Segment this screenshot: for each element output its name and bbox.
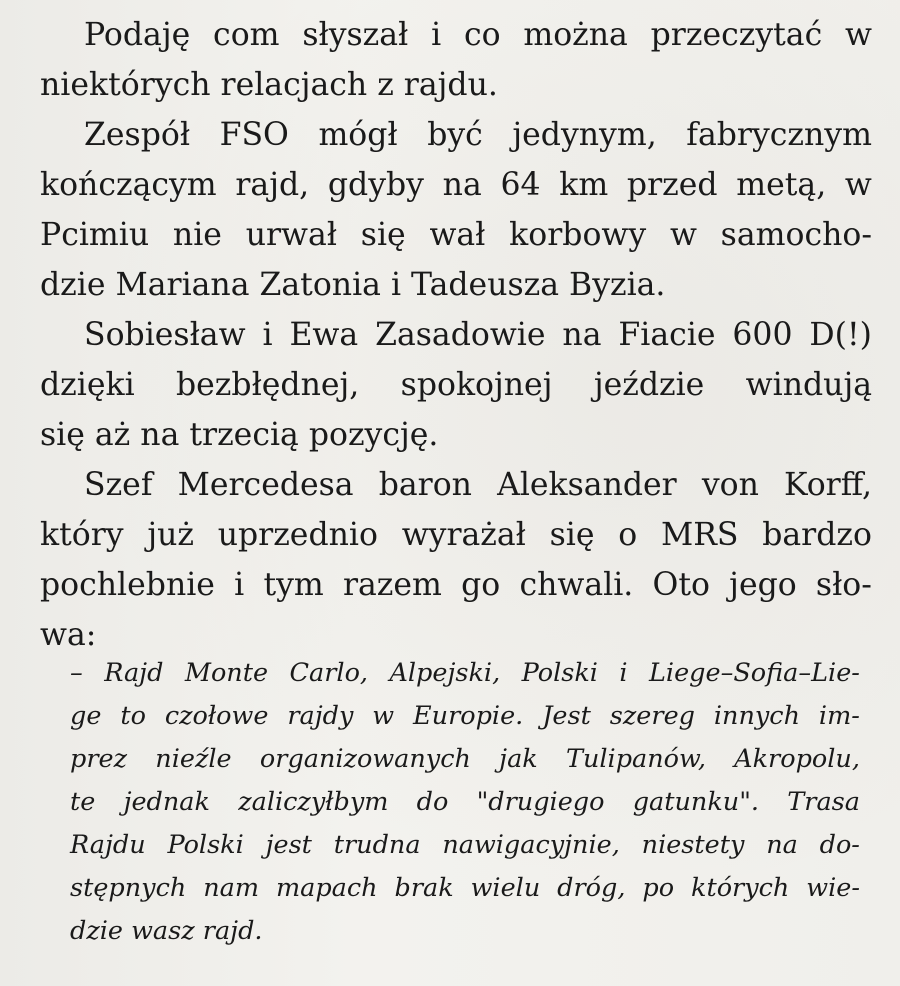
paragraph-3-line-3: się aż na trzecią pozycję. (40, 417, 439, 453)
paragraph-1-line-1: Podaję com słyszał i co można przeczytać w (84, 17, 872, 53)
paragraph-2-line-2: kończącym rajd, gdyby na 64 km przed metą, w (40, 167, 872, 203)
quote-line-2: ge to czołowe rajdy w Europie. Jest szereg innych im- (70, 701, 860, 731)
paragraph-2-line-3: Pcimiu nie urwał się wał korbowy w samocho- (40, 217, 872, 253)
body-text (40, 10, 872, 660)
quoted-statement (70, 652, 860, 953)
quote-line-4: te jednak zaliczyłbym do "drugiego gatunku". Trasa (70, 787, 860, 817)
paragraph-4-line-4: wa: (40, 617, 97, 653)
paragraph-4-line-2: który już uprzednio wyrażał się o MRS bardzo (40, 517, 872, 553)
quote-line-3: prez nieźle organizowanych jak Tulipanów, Akropolu, (70, 744, 860, 774)
paragraph-2-line-1: Zespół FSO mógł być jedynym, fabrycznym (84, 117, 872, 153)
paragraph-4-line-3: pochlebnie i tym razem go chwali. Oto jego sło- (40, 567, 872, 603)
quote-line-7: dzie wasz rajd. (70, 916, 263, 946)
paragraph-1-line-2: niektórych relacjach z rajdu. (40, 67, 498, 103)
paragraph-2-line-4: dzie Mariana Zatonia i Tadeusza Byzia. (40, 267, 666, 303)
quote-line-6: stępnych nam mapach brak wielu dróg, po których wie- (70, 873, 860, 903)
quote-line-1: – Rajd Monte Carlo, Alpejski, Polski i Liege–Sofia–Lie- (70, 658, 860, 688)
quote-line-5: Rajdu Polski jest trudna nawigacyjnie, niestety na do- (70, 830, 860, 860)
paragraph-3-line-1: Sobiesław i Ewa Zasadowie na Fiacie 600 D(!) (84, 317, 872, 353)
paragraph-4-line-1: Szef Mercedesa baron Aleksander von Korff, (84, 467, 872, 503)
paragraph-3-line-2: dzięki bezbłędnej, spokojnej jeździe windują (40, 367, 872, 403)
